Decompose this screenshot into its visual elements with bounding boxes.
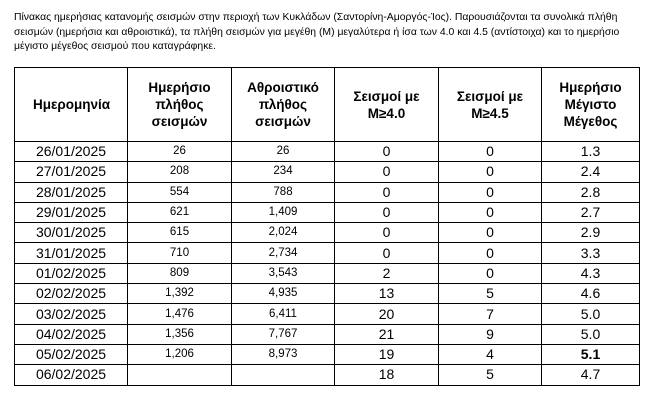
table-row [15, 324, 640, 344]
table-row [15, 344, 640, 364]
cell-daily-count: 809 [128, 263, 232, 283]
cell-cumulative-count: 2,734 [232, 243, 335, 263]
cell-max-magnitude: 1.3 [542, 142, 640, 162]
cell-m45: 4 [439, 344, 542, 364]
cell-daily-count: 26 [128, 142, 232, 162]
cell-cumulative-count: 6,411 [232, 304, 335, 324]
cell-date: 27/01/2025 [15, 162, 128, 182]
cell-m40: 0 [335, 243, 439, 263]
table-row [15, 182, 640, 202]
table-row [15, 162, 640, 182]
cell-max-magnitude: 2.7 [542, 202, 640, 222]
table-row [15, 284, 640, 304]
cell-max-magnitude: 4.7 [542, 365, 640, 385]
cell-date: 29/01/2025 [15, 202, 128, 222]
cell-cumulative-count: 8,973 [232, 344, 335, 364]
cell-m45: 0 [439, 223, 542, 243]
cell-date: 30/01/2025 [15, 223, 128, 243]
cell-daily-count: 621 [128, 202, 232, 222]
cell-date: 04/02/2025 [15, 324, 128, 344]
cell-m40: 20 [335, 304, 439, 324]
cell-max-magnitude: 2.4 [542, 162, 640, 182]
cell-cumulative-count: 4,935 [232, 284, 335, 304]
cell-m40: 0 [335, 162, 439, 182]
cell-date: 02/02/2025 [15, 284, 128, 304]
cell-date: 01/02/2025 [15, 263, 128, 283]
cell-date: 26/01/2025 [15, 142, 128, 162]
cell-m45: 0 [439, 202, 542, 222]
cell-m45: 5 [439, 365, 542, 385]
cell-max-magnitude: 3.3 [542, 243, 640, 263]
cell-date: 06/02/2025 [15, 365, 128, 385]
cell-daily-count: 1,206 [128, 344, 232, 364]
cell-m40: 13 [335, 284, 439, 304]
cell-daily-count: 1,356 [128, 324, 232, 344]
cell-max-magnitude: 4.3 [542, 263, 640, 283]
table-row [15, 223, 640, 243]
cell-m40: 2 [335, 263, 439, 283]
cell-daily-count: 1,392 [128, 284, 232, 304]
cell-date: 05/02/2025 [15, 344, 128, 364]
cell-max-magnitude: 2.8 [542, 182, 640, 202]
cell-m45: 5 [439, 284, 542, 304]
cell-m45: 7 [439, 304, 542, 324]
cell-m40: 0 [335, 223, 439, 243]
table-caption: Πίνακας ημερήσιας κατανομής σεισμών στην περιοχή των Κυκλάδων (Σαντορίνη-Αμοργός-Ίος). Παρουσιάζονται τα συνολικά πλήθη σεισμών (ημερήσια και αθροιστικά), τα πλήθη σεισμών για μεγέθη (Μ) μεγαλύτερα ή ίσα των 4.0 και 4.5 (αντίστοιχα) και το ημερήσιο μέγιστο μέγεθος σεισμού που καταγράφηκε. [14, 12, 620, 52]
cell-max-magnitude: 5.1 [542, 344, 640, 364]
cell-m45: 0 [439, 263, 542, 283]
cell-cumulative-count [232, 365, 335, 385]
header-date: Ημερομηνία [15, 68, 128, 142]
cell-cumulative-count: 788 [232, 182, 335, 202]
cell-cumulative-count: 3,543 [232, 263, 335, 283]
cell-daily-count: 1,476 [128, 304, 232, 324]
header-m45: Σεισμοί με Μ≥4.5 [439, 68, 542, 142]
table-row [15, 263, 640, 283]
table-row [15, 202, 640, 222]
cell-m40: 0 [335, 202, 439, 222]
cell-m45: 0 [439, 162, 542, 182]
cell-daily-count: 710 [128, 243, 232, 263]
cell-max-magnitude: 2.9 [542, 223, 640, 243]
table-row [15, 304, 640, 324]
cell-cumulative-count: 7,767 [232, 324, 335, 344]
cell-m40: 21 [335, 324, 439, 344]
cell-cumulative-count: 234 [232, 162, 335, 182]
cell-m40: 0 [335, 142, 439, 162]
cell-cumulative-count: 1,409 [232, 202, 335, 222]
cell-daily-count: 615 [128, 223, 232, 243]
header-m40: Σεισμοί με Μ≥4.0 [335, 68, 439, 142]
header-row [15, 68, 640, 142]
cell-m45: 0 [439, 243, 542, 263]
header-max-magnitude: Ημερήσιο Μέγιστο Μέγεθος [542, 68, 640, 142]
earthquake-table [14, 67, 640, 386]
cell-date: 28/01/2025 [15, 182, 128, 202]
table-row [15, 365, 640, 385]
cell-cumulative-count: 2,024 [232, 223, 335, 243]
header-daily-count: Ημερήσιο πλήθος σεισμών [128, 68, 232, 142]
cell-m40: 18 [335, 365, 439, 385]
cell-daily-count [128, 365, 232, 385]
cell-max-magnitude: 5.0 [542, 324, 640, 344]
cell-m40: 19 [335, 344, 439, 364]
header-cumulative-count: Αθροιστικό πλήθος σεισμών [232, 68, 335, 142]
cell-cumulative-count: 26 [232, 142, 335, 162]
table-row [15, 243, 640, 263]
cell-max-magnitude: 4.6 [542, 284, 640, 304]
cell-date: 03/02/2025 [15, 304, 128, 324]
cell-m45: 9 [439, 324, 542, 344]
cell-date: 31/01/2025 [15, 243, 128, 263]
cell-max-magnitude: 5.0 [542, 304, 640, 324]
cell-m45: 0 [439, 142, 542, 162]
cell-daily-count: 554 [128, 182, 232, 202]
cell-daily-count: 208 [128, 162, 232, 182]
cell-m45: 0 [439, 182, 542, 202]
table-row [15, 142, 640, 162]
cell-m40: 0 [335, 182, 439, 202]
